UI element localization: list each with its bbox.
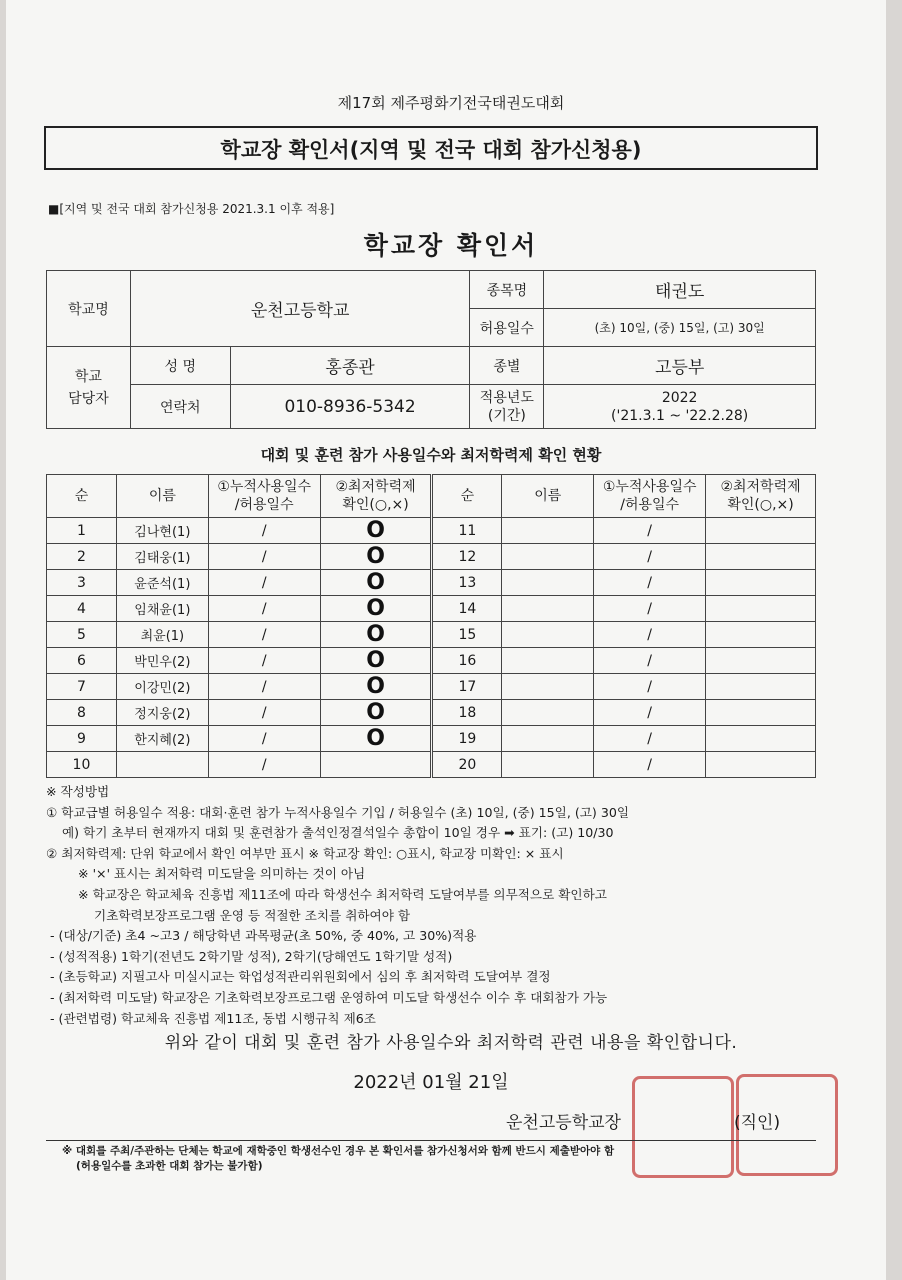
event-title: 제17회 제주평화기전국태권도대회 [337,94,565,112]
seq: 8 [47,700,117,726]
student-name [502,596,594,622]
instruction-line: ① 학교급별 허용일수 적용: 대회·훈련 참가 누적사용일수 기입 / 허용일수 (초) 10일, (중) 15일, (고) 30일 [46,804,630,820]
days-used: / [208,544,320,570]
days-used: / [594,648,706,674]
seq: 7 [47,674,117,700]
seq: 19 [432,726,502,752]
student-name: 박민우(2) [116,648,208,674]
days-used: / [594,674,706,700]
roster-row [47,752,816,778]
seq: 3 [47,570,117,596]
confirmation-text: 위와 같이 대회 및 훈련 참가 사용일수와 최저학력 관련 내용을 확인합니다. [164,1033,738,1053]
seq: 10 [47,752,117,778]
student-name [502,570,594,596]
allowed-days-value: (초) 10일, (중) 15일, (고) 30일 [544,309,816,347]
contact-person-label: 학교 담당자 [47,347,131,429]
footer-line: ※ 대회를 주최/주관하는 단체는 학교에 재학중인 학생선수인 경우 본 확인서를 참가신청서와 함께 반드시 제출받아야 함 [62,1145,615,1157]
student-name [502,622,594,648]
instruction-line: ② 최저학력제: 단위 학교에서 확인 여부만 표시 ※ 학교장 확인: ○표시, 학교장 미확인: × 표시 [46,845,564,861]
document-header-box: 학교장 확인서(지역 및 전국 대회 참가신청용) [44,126,818,170]
instruction-line: - (초등학교) 지필고사 미실시교는 학업성적관리위원회에서 심의 후 최저학력 도달여부 결정 [46,969,551,985]
roster-row [47,570,816,596]
academic-check-mark: O [320,596,432,622]
academic-check-mark: O [320,544,432,570]
student-name: 김나현(1) [116,518,208,544]
student-name: 김태웅(1) [116,544,208,570]
phone-label: 연락처 [130,385,230,429]
year-value: 2022 ('21.3.1 ~ '22.2.28) [544,385,816,429]
instruction-line: - (대상/기준) 초4 ~고3 / 해당학년 과목평균(초 50%, 중 40%, 고 30%)적용 [46,928,477,944]
instruction-line: - (관련법령) 학교체육 진흥법 제11조, 동법 시행규칙 제6조 [46,1010,376,1026]
applicability-note: ■[지역 및 전국 대회 참가신청용 2021.3.1 이후 적용] [48,202,335,216]
division-value: 고등부 [544,347,816,385]
academic-check-mark: O [320,648,432,674]
academic-check-mark [706,648,816,674]
academic-check-mark [706,596,816,622]
roster-row [47,518,816,544]
academic-check-mark [706,700,816,726]
school-name-label: 학교명 [47,271,131,347]
instructions [46,782,836,1029]
header-days: ①누적사용일수 /허용일수 [208,475,320,518]
student-name [502,648,594,674]
days-used: / [594,752,706,778]
header-confirm: ②최저학력제 확인(○,×) [320,475,432,518]
seq: 15 [432,622,502,648]
seq: 18 [432,700,502,726]
student-name: 이강민(2) [116,674,208,700]
student-name [502,726,594,752]
days-used: / [594,518,706,544]
allowed-days-label: 허용일수 [470,309,544,347]
status-title: 대회 및 훈련 참가 사용일수와 최저학력제 확인 현황 [260,446,602,464]
student-name: 최윤(1) [116,622,208,648]
academic-check-mark [706,570,816,596]
days-used: / [208,518,320,544]
academic-check-mark: O [320,674,432,700]
year-label: 적용년도 (기간) [470,385,544,429]
student-name: 임채윤(1) [116,596,208,622]
academic-check-mark [706,674,816,700]
student-name [502,518,594,544]
footer-note [62,1144,822,1174]
academic-check-mark [706,544,816,570]
academic-check-mark [706,518,816,544]
instruction-line: 예) 학기 초부터 현재까지 대회 및 훈련참가 출석인정결석일수 총합이 10일 경우 ➡ 표기: (고) 10/30 [46,825,614,841]
seq: 6 [47,648,117,674]
academic-check-mark: O [320,518,432,544]
days-used: / [594,726,706,752]
academic-check-mark: O [320,726,432,752]
principal-signature: 운천고등학교장 [506,1113,621,1133]
header-name: 이름 [116,475,208,518]
header-seq: 순 [47,475,117,518]
instruction-line: ※ 학교장은 학교체육 진흥법 제11조에 따라 학생선수 최저학력 도달여부를 의무적으로 확인하고 [46,886,607,902]
header-name: 이름 [502,475,594,518]
seq: 9 [47,726,117,752]
seal-note: (직인) [734,1113,781,1133]
seq: 1 [47,518,117,544]
roster-row [47,596,816,622]
student-name [116,752,208,778]
days-used: / [208,674,320,700]
seq: 4 [47,596,117,622]
roster-row [47,674,816,700]
instructions-heading: ※ 작성방법 [46,784,110,799]
days-used: / [208,648,320,674]
academic-check-mark [706,726,816,752]
header-confirm: ②최저학력제 확인(○,×) [706,475,816,518]
seq: 2 [47,544,117,570]
seq: 13 [432,570,502,596]
instruction-line: - (성적적용) 1학기(전년도 2학기말 성적), 2학기(당해연도 1학기말 성적) [46,948,453,964]
days-used: / [208,570,320,596]
academic-check-mark [320,752,432,778]
issue-date: 2022년 01월 21일 [353,1072,509,1093]
days-used: / [208,622,320,648]
days-used: / [594,622,706,648]
instruction-line: ※ '×' 표시는 최저학력 미도달을 의미하는 것이 아님 [46,866,366,882]
days-used: / [208,726,320,752]
instruction-line: - (최저학력 미도달) 학교장은 기초학력보장프로그램 운영하여 미도달 학생선수 이수 후 대회참가 가능 [46,989,608,1005]
event-label: 종목명 [470,271,544,309]
days-used: / [594,544,706,570]
days-used: / [594,570,706,596]
seq: 17 [432,674,502,700]
student-name: 정지웅(2) [116,700,208,726]
header-days: ①누적사용일수 /허용일수 [594,475,706,518]
footer-divider [46,1140,816,1141]
student-name [502,752,594,778]
days-used: / [208,752,320,778]
division-label: 종별 [470,347,544,385]
roster-row [47,648,816,674]
seq: 12 [432,544,502,570]
school-name-value: 운천고등학교 [130,271,470,347]
instruction-line: 기초학력보장프로그램 운영 등 적절한 조치를 취하여야 함 [46,907,411,923]
event-value: 태권도 [544,271,816,309]
roster-row [47,622,816,648]
seq: 5 [47,622,117,648]
roster-row [47,726,816,752]
footer-line: (허용일수를 초과한 대회 참가는 불가함) [76,1160,263,1172]
main-title: 학교장 확인서 [363,231,539,260]
student-name: 윤준석(1) [116,570,208,596]
seq: 14 [432,596,502,622]
student-name [502,674,594,700]
school-info-table [46,270,816,429]
seq: 11 [432,518,502,544]
academic-check-mark: O [320,622,432,648]
name-value: 홍종관 [230,347,470,385]
seq: 20 [432,752,502,778]
student-name [502,700,594,726]
days-used: / [208,700,320,726]
student-name [502,544,594,570]
seq: 16 [432,648,502,674]
academic-check-mark: O [320,700,432,726]
roster-row [47,544,816,570]
academic-check-mark: O [320,570,432,596]
academic-check-mark [706,752,816,778]
academic-check-mark [706,622,816,648]
phone-value: 010-8936-5342 [230,385,470,429]
days-used: / [594,596,706,622]
days-used: / [208,596,320,622]
days-used: / [594,700,706,726]
name-label: 성 명 [130,347,230,385]
roster-table [46,474,816,778]
student-name: 한지혜(2) [116,726,208,752]
roster-row [47,700,816,726]
header-seq: 순 [432,475,502,518]
